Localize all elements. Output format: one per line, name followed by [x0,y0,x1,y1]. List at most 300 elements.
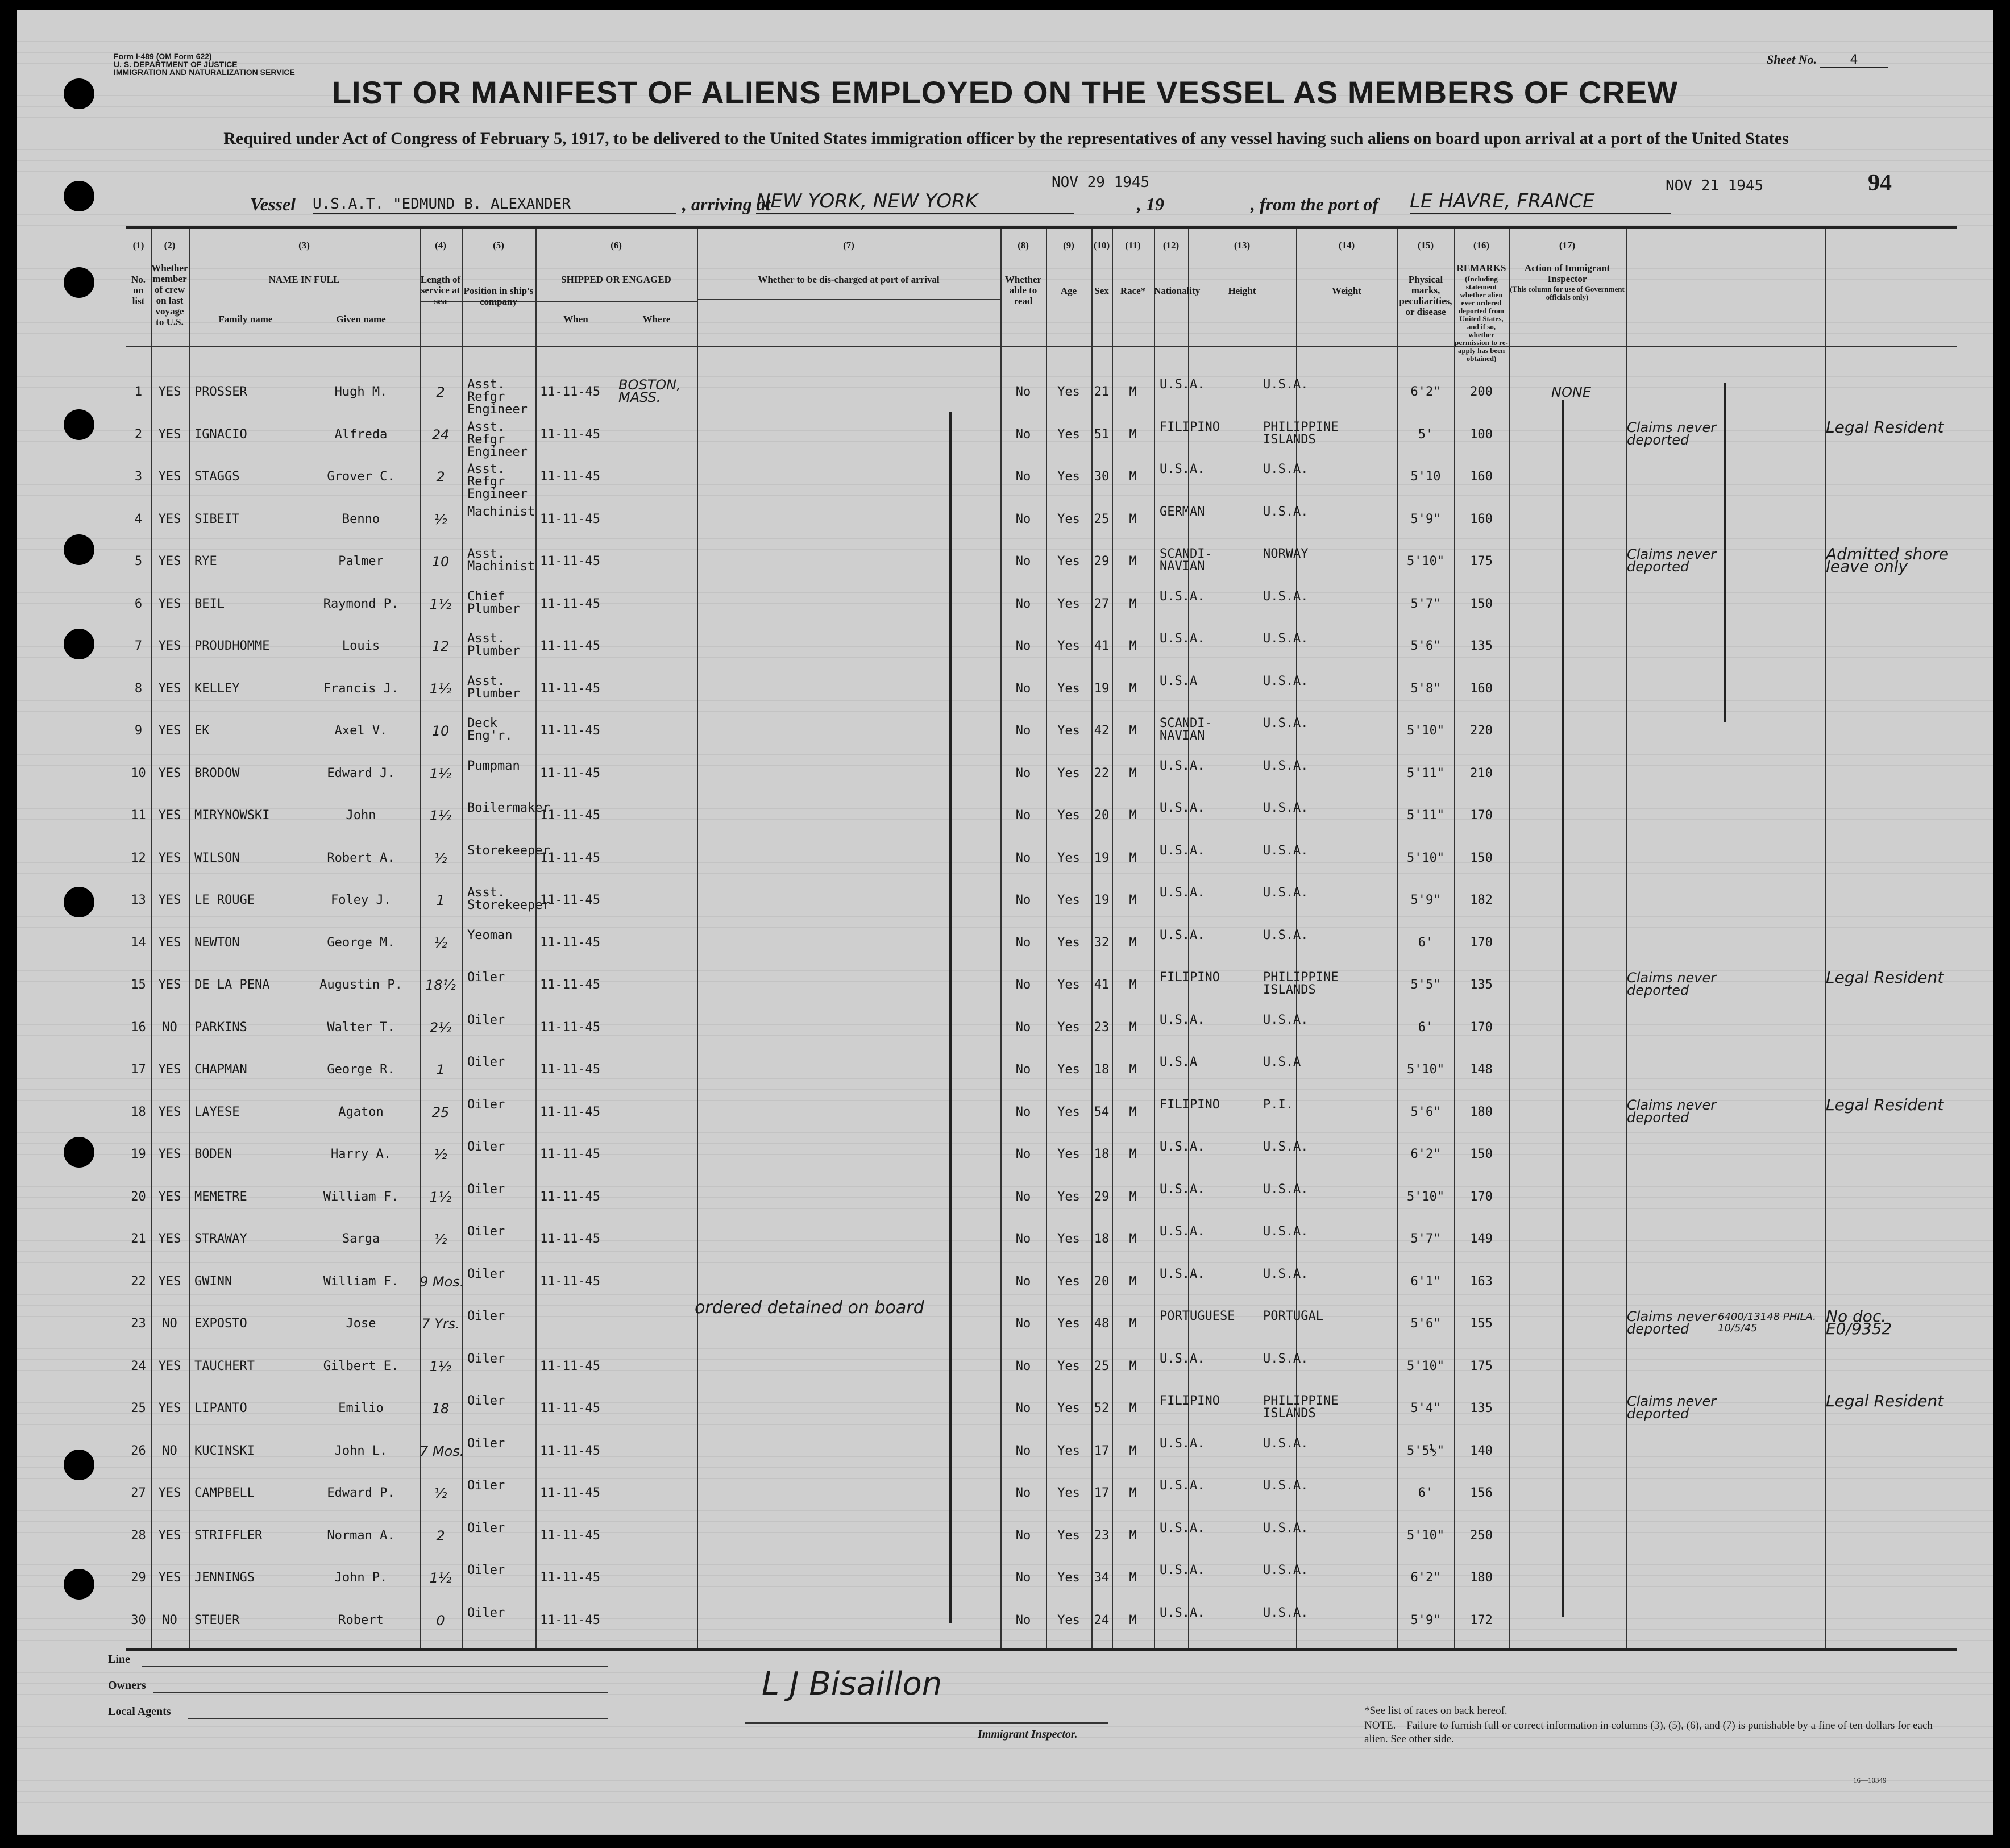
hdr-name-in-full: NAME IN FULL [268,274,340,285]
cell-family: SIBEIT [194,512,240,526]
col-num: (16) [1473,240,1490,251]
cell-when: 11-11-45 [540,554,600,568]
cell-position: Boilermaker [467,801,550,815]
cell-sex: M [1129,1317,1137,1331]
cell-disch: No [1015,850,1031,865]
from-label: , from the port of [1251,194,1378,214]
cell-race: U.S.A. [1160,1563,1205,1577]
cell-nat: U.S.A. [1263,886,1309,900]
cell-disch: No [1015,639,1031,653]
table-row [126,1055,1957,1101]
cell-given: John [346,808,376,823]
arrival-date-stamp: NOV 29 1945 [1052,174,1150,191]
departure-date-stamp: NOV 21 1945 [1666,177,1764,194]
cell-age: 25 [1094,1359,1110,1373]
cell-sex: M [1129,681,1137,696]
cell-family: BEIL [194,596,225,611]
cell-prev: NO [162,1317,177,1331]
cell-given: Grover C. [327,470,395,484]
cell-age: 22 [1094,766,1110,780]
cell-position: Machinist [467,504,535,519]
punch-hole [64,1450,94,1480]
cell-family: STRIFFLER [194,1528,263,1543]
vessel-label: Vessel [250,194,296,214]
cell-disch: No [1015,1104,1031,1119]
cell-nat: U.S.A. [1263,801,1309,815]
cell-when: 11-11-45 [540,1189,600,1204]
cell-no: 23 [131,1317,146,1331]
cell-race: U.S.A. [1160,801,1205,815]
table-row [126,547,1957,592]
footer-line-label: Line [108,1653,130,1666]
table-row [126,632,1957,677]
cell-race: U.S.A. [1160,1351,1205,1366]
table-row [126,1224,1957,1270]
cell-nat: U.S.A. [1263,377,1309,392]
cell-position: Oiler [467,1309,505,1323]
cell-given: William F. [323,1189,399,1204]
cell-read: Yes [1057,596,1080,611]
cell-service: 18 [431,1401,450,1417]
cell-service: 1½ [429,1570,452,1586]
cell-position: Oiler [467,1563,505,1577]
cell-weight: 180 [1470,1571,1493,1585]
cell-race: FILIPINO [1160,1394,1220,1408]
cell-read: Yes [1057,512,1080,526]
cell-age: 18 [1094,1062,1110,1077]
cell-remarks: Claims never deported [1627,1097,1717,1126]
cell-family: EK [194,724,210,738]
page-title: LIST OR MANIFEST OF ALIENS EMPLOYED ON THE VESSEL AS MEMBERS OF CREW [331,74,1679,110]
cell-nat: PHILIPPINE ISLANDS [1263,420,1339,447]
hdr-race: Race* [1120,285,1146,296]
table-row [126,377,1957,423]
cell-service: ½ [434,850,447,866]
cell-read: Yes [1057,1274,1080,1289]
cell-given: Emilio [338,1401,384,1415]
cell-height: 6'2" [1410,1571,1441,1585]
cell-family: EXPOSTO [194,1317,247,1331]
cell-position: Oiler [467,1479,505,1493]
cell-prev: YES [158,808,181,823]
cell-when: 11-11-45 [540,427,600,442]
cell-prev: YES [158,1104,181,1119]
cell-age: 23 [1094,1020,1110,1035]
cell-age: 54 [1094,1104,1110,1119]
cell-given: Benno [342,512,380,526]
form-number: Form I-489 (OM Form 622) [114,52,212,61]
cell-position: Asst. Plumber [467,674,520,701]
cell-prev: YES [158,385,181,399]
footer-agents-label: Local Agents [108,1705,171,1718]
footnote-penalty: NOTE.—Failure to furnish full or correct information in columns (3), (5), (6), and (7) is punishable by a fine of ten dollars for each alien. See other side. [1364,1720,1933,1745]
cell-weight: 148 [1470,1062,1493,1077]
cell-sex: M [1129,427,1137,442]
cell-sex: M [1129,1189,1137,1204]
cell-remarks: Claims never deported [1627,1309,1717,1337]
cell-position: Oiler [467,1521,505,1535]
cell-nat: U.S.A. [1263,632,1309,646]
service-name: IMMIGRATION AND NATURALIZATION SERVICE [114,68,295,77]
cell-sex: M [1129,893,1137,907]
from-port: LE HAVRE, FRANCE [1410,190,1671,214]
cell-race: GERMAN [1160,504,1205,519]
cell-prev: YES [158,893,181,907]
cell-nat: NORWAY [1263,547,1309,561]
punch-hole [64,534,94,565]
cell-service: 10 [431,723,450,739]
cell-weight: 150 [1470,1147,1493,1161]
cell-sex: M [1129,1232,1137,1246]
cell-read: Yes [1057,724,1080,738]
cell-age: 20 [1094,1274,1110,1289]
cell-height: 6'1" [1410,1274,1441,1289]
table-row [126,1309,1957,1355]
table-row [126,1436,1957,1482]
cell-no: 14 [131,935,146,950]
cell-sex: M [1129,1443,1137,1458]
cell-weight: 175 [1470,554,1493,568]
cell-family: LAYESE [194,1104,240,1119]
cell-age: 41 [1094,978,1110,992]
cell-position: Asst. Refgr Engineer [467,420,528,459]
cell-prev: YES [158,1147,181,1161]
cell-service: 1½ [429,808,452,824]
hdr-remarks-sub: (Including statement whether alien ever ordered deported from United States, and if so, whether permission to re-apply has been obtained) [1455,275,1508,363]
cell-age: 25 [1094,512,1110,526]
punch-hole [64,409,94,440]
cell-family: IGNACIO [194,427,247,442]
cell-weight: 160 [1470,470,1493,484]
cell-sex: M [1129,724,1137,738]
cell-position: Asst. Refgr Engineer [467,377,528,417]
cell-given: Jose [346,1317,376,1331]
cell-nat: U.S.A. [1263,1563,1309,1577]
punch-hole [64,181,94,211]
cell-sex: M [1129,1147,1137,1161]
cell-prev: YES [158,512,181,526]
cell-no: 2 [134,427,143,442]
cell-when: 11-11-45 [540,724,600,738]
hdr-shipped: SHIPPED OR ENGAGED [561,274,671,285]
cell-action: No doc. E0/9352 [1826,1307,1892,1338]
cell-height: 6' [1418,935,1434,950]
cell-age: 48 [1094,1317,1110,1331]
table-row [126,970,1957,1016]
cell-sex: M [1129,385,1137,399]
cell-service: 7 Mos. [420,1443,464,1459]
cell-sex: M [1129,808,1137,823]
cell-position: Asst. Refgr Engineer [467,462,528,501]
cell-age: 27 [1094,596,1110,611]
cell-race: U.S.A. [1160,589,1205,604]
cell-prev: YES [158,681,181,696]
cell-when: 11-11-45 [540,850,600,865]
cell-no: 22 [131,1274,146,1289]
cell-no: 7 [134,639,143,653]
cell-no: 9 [134,724,143,738]
cell-sex: M [1129,512,1137,526]
cell-race: U.S.A. [1160,1266,1205,1281]
cell-disch: No [1015,808,1031,823]
table-row [126,844,1957,889]
cell-read: Yes [1057,1359,1080,1373]
cell-prev: YES [158,470,181,484]
cell-given: William F. [323,1274,399,1289]
col-num: (14) [1338,240,1355,251]
cell-age: 17 [1094,1486,1110,1500]
cell-position: Oiler [467,1012,505,1027]
cell-when: 11-11-45 [540,1613,600,1627]
cell-family: LIPANTO [194,1401,247,1415]
cell-height: 5'4" [1410,1401,1441,1415]
cell-no: 19 [131,1147,146,1161]
cell-disch: No [1015,935,1031,950]
cell-position: Storekeeper [467,843,550,858]
cell-action: Admitted shore leave only [1826,545,1949,576]
cell-action: Legal Resident [1826,1095,1944,1114]
cell-service: 1 [436,1062,445,1078]
cell-age: 51 [1094,427,1110,442]
cell-prev: YES [158,1486,181,1500]
cell-read: Yes [1057,427,1080,442]
cell-service: ½ [434,1231,447,1247]
cell-height: 5'10" [1406,554,1445,568]
cell-read: Yes [1057,385,1080,399]
cell-age: 19 [1094,681,1110,696]
hdr-where: Where [642,314,671,325]
hdr-position: Position in ship's company [463,285,534,307]
cell-prev: YES [158,978,181,992]
cell-read: Yes [1057,1571,1080,1585]
cell-prev: YES [158,1528,181,1543]
cell-when: 11-11-45 [540,470,600,484]
ditto-bar [1724,383,1726,722]
cell-read: Yes [1057,1613,1080,1627]
cell-nat: P.I. [1263,1097,1293,1112]
cell-read: Yes [1057,1528,1080,1543]
table-row [126,928,1957,974]
cell-nat: U.S.A. [1263,1479,1309,1493]
footer-owners-label: Owners [108,1679,146,1692]
cell-race: U.S.A. [1160,843,1205,858]
cell-given: Agaton [338,1104,384,1119]
cell-disch: No [1015,766,1031,780]
col-num: (5) [493,240,504,251]
cell-service: ½ [434,511,447,528]
cell-read: Yes [1057,1104,1080,1119]
cell-no: 24 [131,1359,146,1373]
cell-disch: No [1015,978,1031,992]
cell-read: Yes [1057,1189,1080,1204]
col-num: (4) [435,240,446,251]
cell-service: 10 [431,554,450,570]
cell-sex: M [1129,1274,1137,1289]
cell-service: 2 [436,1527,445,1544]
table-row [126,801,1957,846]
cell-position: Asst. Machinist [467,547,535,574]
cell-disch: No [1015,1401,1031,1415]
cell-position: Oiler [467,1055,505,1069]
cell-given: Axel V. [334,724,388,738]
cell-prev: NO [162,1020,177,1035]
cell-disch: No [1015,1274,1031,1289]
table-row [126,462,1957,508]
cell-no: 16 [131,1020,146,1035]
cell-weight: 150 [1470,850,1493,865]
cell-nat: PORTUGAL [1263,1309,1323,1323]
cell-service: 12 [431,638,450,654]
hdr-when: When [563,314,588,325]
sheet-number [1767,52,1888,68]
cell-when: 11-11-45 [540,1486,600,1500]
cell-service: 2 [436,384,445,400]
cell-when: 11-11-45 [540,385,600,399]
cell-weight: 150 [1470,596,1493,611]
col-num: (1) [132,240,144,251]
cell-position: Oiler [467,1182,505,1197]
cell-prev: YES [158,1232,181,1246]
cell-disch: No [1015,427,1031,442]
cell-given: Robert [338,1613,384,1627]
cell-no: 13 [131,893,146,907]
cell-service: 0 [436,1612,445,1629]
col-num: (15) [1417,240,1434,251]
cell-no: 5 [134,554,143,568]
cell-remarks: Claims never deported [1627,1393,1717,1422]
cell-weight: 160 [1470,512,1493,526]
cell-no: 20 [131,1189,146,1204]
cell-race: U.S.A. [1160,1182,1205,1197]
ditto-bar [949,412,952,1623]
cell-when: 11-11-45 [540,893,600,907]
cell-disch: No [1015,1613,1031,1627]
cell-disch: No [1015,1232,1031,1246]
cell-service: 9 Mos. [420,1273,464,1290]
cell-position: Oiler [467,1605,505,1620]
table-row [126,886,1957,931]
cell-disch: No [1015,1189,1031,1204]
cell-service: ½ [434,1147,447,1162]
cell-when: 11-11-45 [540,1147,600,1161]
cell-disch: No [1015,681,1031,696]
cell-when: 11-11-45 [540,1062,600,1077]
cell-read: Yes [1057,893,1080,907]
cell-race: U.S.A [1160,1055,1198,1069]
table-row [126,759,1957,804]
cell-height: 5'5½" [1406,1443,1445,1458]
cell-read: Yes [1057,1443,1080,1458]
cell-race: U.S.A [1160,674,1198,688]
cell-no: 10 [131,766,146,780]
cell-sex: M [1129,554,1137,568]
cell-no: 18 [131,1104,146,1119]
cell-disch: No [1015,1528,1031,1543]
cell-height: 5' [1418,427,1434,442]
cell-no: 11 [131,808,146,823]
footer-agents-field [188,1718,608,1719]
cell-when: 11-11-45 [540,596,600,611]
table-row [126,505,1957,550]
cell-family: MEMETRE [194,1189,247,1204]
sheet-value: 4 [1820,53,1888,68]
cell-disch: No [1015,724,1031,738]
cell-read: Yes [1057,1020,1080,1035]
cell-read: Yes [1057,935,1080,950]
cell-race: U.S.A. [1160,758,1205,773]
cell-phys: NONE [1551,384,1591,400]
cell-nat: PHILIPPINE ISLANDS [1263,1394,1339,1421]
table-row [126,716,1957,762]
cell-family: PROUDHOMME [194,639,270,653]
cell-sex: M [1129,1401,1137,1415]
row23-file-note: 6400/13148 PHILA. 10/5/45 [1718,1311,1816,1334]
cell-service: 1½ [429,765,452,782]
cell-age: 30 [1094,470,1110,484]
cell-read: Yes [1057,1232,1080,1246]
cell-given: Louis [342,639,380,653]
col-num: (10) [1093,240,1110,251]
row23-detained-note: ordered detained on board [695,1298,924,1318]
cell-race: FILIPINO [1160,970,1220,985]
cell-given: John P. [334,1571,388,1585]
cell-no: 1 [134,385,143,399]
cell-service: ½ [434,1485,447,1501]
cell-sex: M [1129,1359,1137,1373]
cell-position: Chief Plumber [467,589,520,616]
table-row [126,1095,1957,1143]
cell-age: 18 [1094,1232,1110,1246]
cell-service: 1½ [429,680,452,697]
cell-prev: YES [158,1274,181,1289]
cell-race: U.S.A. [1160,886,1205,900]
cell-weight: 156 [1470,1486,1493,1500]
hdr-weight: Weight [1332,285,1361,296]
cell-sex: M [1129,935,1137,950]
cell-disch: No [1015,1020,1031,1035]
table-row [126,1521,1957,1567]
cell-position: Oiler [467,1097,505,1112]
table-row [126,1182,1957,1228]
cell-race: FILIPINO [1160,420,1220,434]
cell-height: 5'10" [1406,1528,1445,1543]
cell-family: STRAWAY [194,1232,247,1246]
cell-read: Yes [1057,639,1080,653]
cell-when: 11-11-45 [540,1359,600,1373]
page-subtitle: Required under Act of Congress of February 5, 1917, to be delivered to the United States immigration officer by the representatives of any vessel having such aliens on board upon arrival at a port of the United States [223,129,1789,148]
cell-given: George M. [327,935,395,950]
cell-when: 11-11-45 [540,1443,600,1458]
cell-disch: No [1015,512,1031,526]
cell-prev: YES [158,1189,181,1204]
cell-sex: M [1129,978,1137,992]
cell-height: 5'11" [1406,766,1445,780]
cell-family: STAGGS [194,470,240,484]
cell-family: NEWTON [194,935,240,950]
table-row [126,1394,1957,1439]
inspector-signature: L J Bisaillon [762,1666,942,1702]
cell-prev: YES [158,766,181,780]
cell-read: Yes [1057,1147,1080,1161]
cell-given: Robert A. [327,850,395,865]
cell-prev: YES [158,935,181,950]
cell-family: TAUCHERT [194,1359,255,1373]
cell-when: 11-11-45 [540,1232,600,1246]
form-agency-block [114,52,295,76]
cell-disch: No [1015,554,1031,568]
cell-position: Oiler [467,970,505,985]
cell-when: 11-11-45 [540,808,600,823]
